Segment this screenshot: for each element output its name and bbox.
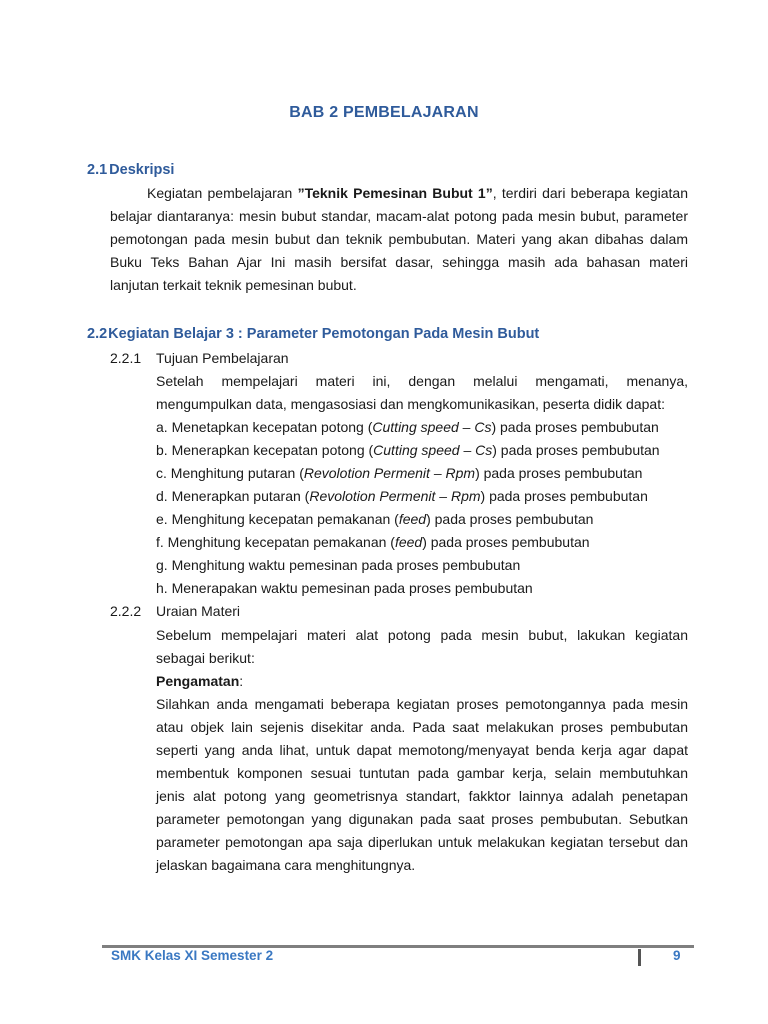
subsection-2-2-1-title: Tujuan Pembelajaran bbox=[156, 350, 289, 366]
objective-item: d. Menerapkan putaran (Revolotion Permenit – Rpm) pada proses pembubutan bbox=[156, 488, 648, 504]
observation-line: membentuk komponen sesuai tuntutan pada gambar kerja, selain membutuhkan bbox=[156, 765, 688, 781]
footer-title: SMK Kelas XI Semester 2 bbox=[111, 948, 274, 963]
observation-line: jelaskan bagaimana cara menghitungnya. bbox=[156, 857, 416, 873]
paragraph-line: pemotongan pada mesin bubut dan teknik pembubutan. Materi yang akan dibahas dalam bbox=[110, 231, 688, 247]
section-2-2-title: Kegiatan Belajar 3 : Parameter Pemotongan Pada Mesin Bubut bbox=[108, 326, 540, 342]
section-2-1-title: Deskripsi bbox=[109, 162, 175, 178]
objective-item: e. Menghitung kecepatan pemakanan (feed) pada proses pembubutan bbox=[156, 511, 594, 527]
objective-item: g. Menghitung waktu pemesinan pada proses pembubutan bbox=[156, 557, 521, 573]
section-2-1-heading bbox=[87, 162, 174, 178]
observation-line: Silahkan anda mengamati beberapa kegiatan proses pemotongannya pada mesin bbox=[156, 696, 688, 712]
page-number: 9 bbox=[673, 948, 681, 963]
section-2-1-number: 2.1 bbox=[87, 162, 108, 178]
section-2-1-paragraph bbox=[110, 182, 688, 297]
chapter-title: BAB 2 PEMBELAJARAN bbox=[289, 104, 479, 121]
intro-line: Setelah mempelajari materi ini, dengan melalui mengamati, menanya, bbox=[156, 373, 688, 389]
subsection-2-2-1-number: 2.2.1 bbox=[110, 350, 142, 366]
text-run: , terdiri dari beberapa kegiatan bbox=[492, 185, 688, 201]
subsection-2-2-1-body bbox=[156, 370, 688, 600]
objective-item: h. Menerapakan waktu pemesinan pada proses pembubutan bbox=[156, 580, 533, 596]
text-run: Kegiatan pembelajaran bbox=[147, 185, 298, 201]
observation-line: parameter pemotongan yang digunakan pada saat proses pembubutan. Sebutkan bbox=[156, 811, 688, 827]
intro-line: mengumpulkan data, mengasosiasi dan mengkomunikasikan, peserta didik dapat: bbox=[156, 396, 665, 412]
book-title-bold: ”Teknik Pemesinan Bubut 1” bbox=[297, 185, 493, 201]
paragraph-line bbox=[110, 182, 688, 205]
subsection-2-2-2-body bbox=[156, 624, 688, 877]
footer-divider bbox=[638, 949, 641, 966]
paragraph-line: belajar diantaranya: mesin bubut standar, macam-alat potong pada mesin bubut, parameter bbox=[110, 208, 688, 224]
subsection-2-2-2-number: 2.2.2 bbox=[110, 603, 142, 619]
observation-line: seperti yang anda lihat, untuk dapat memotong/menyayat benda kerja agar dapat bbox=[156, 742, 688, 758]
objective-item: c. Menghitung putaran (Revolotion Permenit – Rpm) pada proses pembubutan bbox=[156, 465, 643, 481]
intro-line: sebagai berikut: bbox=[156, 650, 255, 666]
observation-label: Pengamatan: bbox=[156, 673, 244, 689]
section-2-2-number: 2.2 bbox=[87, 326, 108, 342]
objective-item: a. Menetapkan kecepatan potong (Cutting speed – Cs) pada proses pembubutan bbox=[156, 419, 659, 435]
objective-item: b. Menerapkan kecepatan potong (Cutting speed – Cs) pada proses pembubutan bbox=[156, 442, 660, 458]
section-2-2-heading bbox=[87, 326, 539, 342]
paragraph-line: Buku Teks Bahan Ajar Ini masih bersifat dasar, sehingga masih ada bahasan materi bbox=[110, 254, 688, 270]
subsection-2-2-2-title: Uraian Materi bbox=[156, 603, 241, 619]
objective-item: f. Menghitung kecepatan pemakanan (feed) pada proses pembubutan bbox=[156, 534, 590, 550]
observation-line: atau objek lain sejenis disekitar anda. Pada saat melakukan proses pembubutan bbox=[156, 719, 688, 735]
intro-line: Sebelum mempelajari materi alat potong pada mesin bubut, lakukan kegiatan bbox=[156, 627, 688, 643]
paragraph-line: lanjutan terkait teknik pemesinan bubut. bbox=[110, 277, 357, 293]
observation-line: parameter pemotongan apa saja diperlukan untuk melakukan kegiatan tersebut dan bbox=[156, 834, 688, 850]
observation-line: jenis alat potong yang geometrisnya standart, fakktor lainnya adalah penetapan bbox=[156, 788, 688, 804]
